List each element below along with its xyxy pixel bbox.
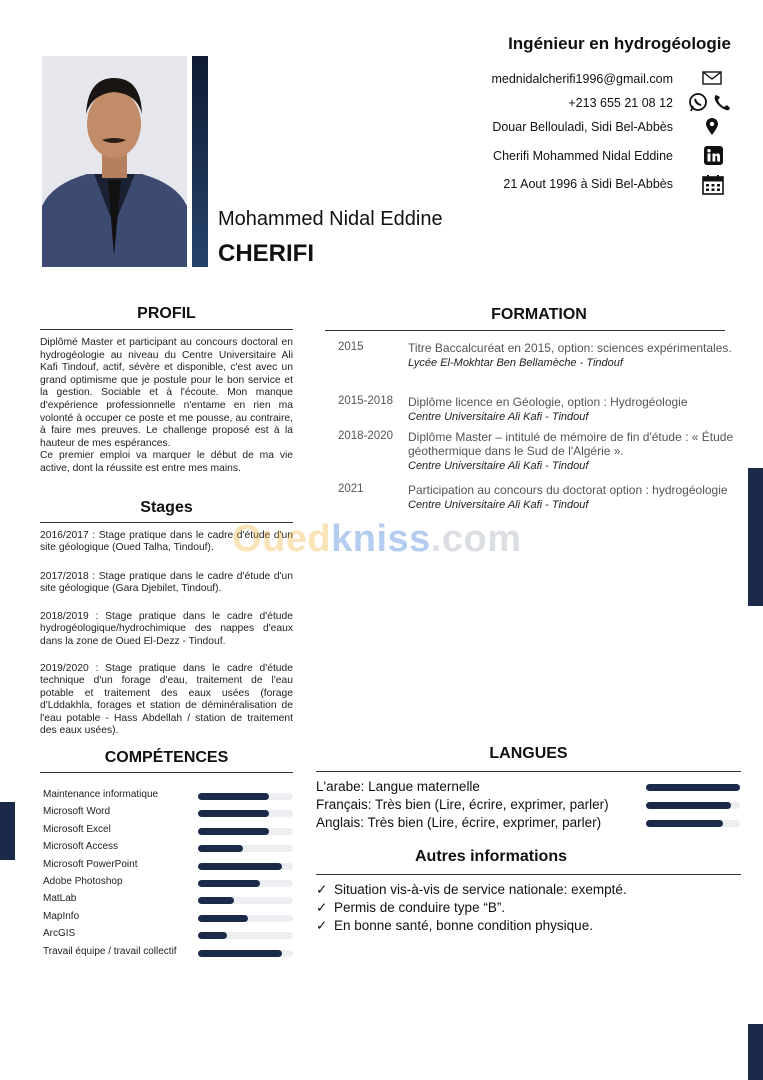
skill-label: Microsoft Excel — [43, 823, 111, 835]
whatsapp-phone-icon — [688, 92, 734, 116]
skill-label: Adobe Photoshop — [43, 876, 123, 887]
profil-paragraph-2: Ce premier emploi va marquer le début de ma vie active, dont la réussite est entre mes mains. — [40, 450, 293, 474]
stages-heading: Stages — [140, 499, 193, 516]
language-bar-fill — [646, 784, 740, 791]
language-bar-track — [646, 784, 740, 791]
skill-bar-track — [198, 845, 293, 852]
skill-bar-fill — [198, 932, 227, 939]
skill-bar-track — [198, 897, 293, 904]
skill-bar-fill — [198, 828, 269, 835]
language-bar-track — [646, 820, 740, 827]
contact-birth: 21 Aout 1996 à Sidi Bel-Abbès — [503, 177, 673, 191]
profil-paragraph-1: Diplômé Master et participant au concours doctoral en hydrogéologie au niveau du Centre Universitaire Ali Kafi Tindouf, actif, sévère et disponible, c'est avec un grand optimisme que je postule pour le bon service et la gestion. Sociable et à l'écoute. Mon manque d'expérience professionnelle n'entame en rien ma volonté à occuper ce poste et me pousse, au contraire, à faire mes preuves. Le challenge proposé est à la hauteur de mes espérances. — [40, 337, 293, 449]
skill-row — [43, 824, 293, 841]
skill-row — [43, 946, 293, 963]
competences-divider — [40, 772, 293, 773]
formation-item — [338, 395, 748, 425]
checkmark-icon: ✓ — [316, 918, 328, 933]
formation-heading: FORMATION — [491, 306, 587, 323]
skill-bar-fill — [198, 915, 248, 922]
skill-label: Microsoft PowerPoint — [43, 858, 138, 870]
other-info-item: ✓ En bonne santé, bonne condition physique. — [316, 918, 593, 933]
skill-bar-track — [198, 793, 293, 800]
skill-row — [43, 893, 293, 910]
autres-heading: Autres informations — [414, 848, 567, 865]
skill-row — [43, 859, 293, 876]
langues-heading: LANGUES — [489, 745, 568, 762]
skill-row — [43, 928, 293, 945]
skill-bar-fill — [198, 950, 282, 957]
skill-row — [43, 841, 293, 858]
skill-bar-track — [198, 932, 293, 939]
mail-icon — [702, 70, 722, 90]
skill-row — [43, 911, 293, 928]
formation-title: Participation au concours du doctorat option : hydrogéologie — [408, 483, 728, 497]
formation-item — [338, 341, 748, 387]
skill-bar-track — [198, 880, 293, 887]
right-accent-bar-bottom — [748, 1024, 763, 1080]
formation-year: 2021 — [338, 483, 364, 495]
other-info-item: ✓ Situation vis-à-vis de service nationale: exempté. — [316, 882, 627, 897]
skill-bar-track — [198, 828, 293, 835]
skill-bar-track — [198, 915, 293, 922]
profil-divider — [40, 329, 293, 330]
photo-accent-bar — [192, 56, 208, 267]
skill-bar-track — [198, 950, 293, 957]
stage-item: 2016/2017 : Stage pratique dans le cadre d'étude d'un site géologique (Oued Talha, Tindouf). — [40, 530, 293, 554]
formation-title: Diplôme licence en Géologie, option : Hydrogéologie — [408, 395, 688, 409]
language-row — [316, 779, 741, 797]
language-label: Anglais: Très bien (Lire, écrire, exprimer, parler) — [316, 815, 602, 830]
skill-row — [43, 789, 293, 806]
formation-school: Lycée El-Mokhtar Ben Bellamèche - Tindouf — [408, 357, 623, 369]
skill-bar-fill — [198, 810, 269, 817]
last-name: CHERIFI — [218, 240, 314, 267]
skill-label: Microsoft Word — [43, 806, 111, 818]
skill-bar-fill — [198, 880, 260, 887]
language-row — [316, 797, 741, 815]
calendar-icon — [702, 175, 724, 199]
location-pin-icon — [703, 118, 721, 140]
language-label: L'arabe: Langue maternelle — [316, 779, 480, 794]
formation-school: Centre Universitaire Ali Kafi - Tindouf — [408, 411, 589, 423]
watermark: Ouedkniss.com — [232, 518, 522, 560]
left-accent-bar — [0, 802, 15, 860]
contact-address: Douar Bellouladi, Sidi Bel-Abbès — [492, 120, 673, 134]
other-info-item: ✓ Permis de conduire type “B”. — [316, 900, 506, 915]
skill-bar-track — [198, 810, 293, 817]
language-bar-track — [646, 802, 740, 809]
formation-school: Centre Universitaire Ali Kafi - Tindouf — [408, 499, 589, 511]
competences-heading: COMPÉTENCES — [104, 749, 229, 766]
formation-school: Centre Universitaire Ali Kafi - Tindouf — [408, 460, 589, 472]
language-bar-fill — [646, 820, 723, 827]
langues-divider — [316, 771, 741, 772]
skill-label: Microsoft Access — [43, 841, 119, 853]
skill-label: MatLab — [43, 893, 77, 905]
profil-heading: PROFIL — [137, 305, 196, 322]
stage-item: 2019/2020 : Stage pratique dans le cadre d'étude technique d'un forage d'eau, traitement de l'eau potable et traitement des eaux usées (forage d'Lddakhla, forages et station de déminéralisation de l'eau potable - Hass Abdellah / station de traitement des eaux usées). — [40, 663, 293, 737]
language-row — [316, 815, 741, 833]
formation-year: 2018-2020 — [338, 430, 393, 442]
skill-bar-fill — [198, 793, 269, 800]
language-label: Français: Très bien (Lire, écrire, exprimer, parler) — [316, 797, 609, 812]
skill-bar-fill — [198, 845, 243, 852]
skill-row — [43, 806, 293, 823]
skill-row — [43, 876, 293, 893]
formation-item — [338, 430, 748, 478]
checkmark-icon: ✓ — [316, 882, 328, 897]
skill-bar-track — [198, 863, 293, 870]
contact-email[interactable]: mednidalcherifi1996@gmail.com — [491, 72, 673, 86]
stage-item: 2017/2018 : Stage pratique dans le cadre d'étude d'un site géologique (Gara Djebilet, Tindouf). — [40, 571, 293, 595]
autres-divider — [316, 874, 741, 875]
skill-label: Maintenance informatique — [43, 789, 159, 800]
contact-linkedin[interactable]: Cherifi Mohammed Nidal Eddine — [493, 149, 673, 163]
language-bar-fill — [646, 802, 731, 809]
formation-title: Diplôme Master – intitulé de mémoire de fin d'étude : « Étude géothermique dans le Sud de l'Algérie ». — [408, 430, 734, 458]
skill-bar-fill — [198, 863, 282, 870]
right-accent-bar — [748, 468, 763, 606]
skill-label: Travail équipe / travail collectif — [43, 945, 177, 957]
profile-photo — [42, 56, 187, 267]
formation-year: 2015 — [338, 341, 364, 353]
formation-year: 2015-2018 — [338, 395, 393, 407]
first-name: Mohammed Nidal Eddine — [218, 208, 443, 230]
profil-text — [40, 337, 293, 476]
stage-item: 2018/2019 : Stage pratique dans le cadre d'étude hydrogéologique/hydrochimique des nappes d'eaux dans la zone de Oued El-Dezz - Tindouf. — [40, 611, 293, 647]
formation-title: Titre Baccalcuréat en 2015, option: sciences expérimentales. — [408, 341, 732, 355]
linkedin-icon — [703, 146, 723, 169]
checkmark-icon: ✓ — [316, 900, 328, 915]
contact-phone[interactable]: +213 655 21 08 12 — [568, 96, 673, 110]
skill-label: ArcGIS — [43, 928, 76, 940]
formation-divider — [325, 330, 725, 331]
job-title: Ingénieur en hydrogéologie — [508, 34, 731, 53]
skill-label: MapInfo — [43, 910, 80, 922]
skill-bar-fill — [198, 897, 234, 904]
